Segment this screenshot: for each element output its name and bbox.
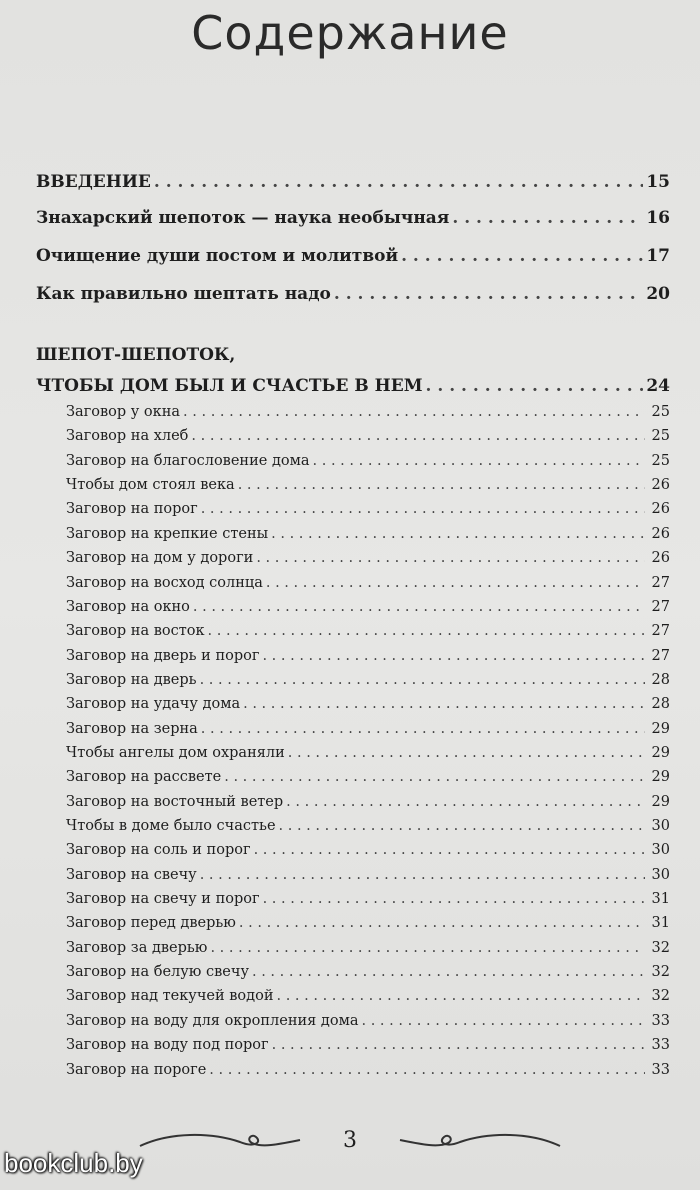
dot-leader xyxy=(272,1037,645,1053)
toc-subentry-label: Заговор перед дверью xyxy=(66,915,236,932)
toc-subentry-label: Заговор на дверь и порог xyxy=(66,647,260,664)
toc-subentry-page: 29 xyxy=(651,744,670,761)
toc-subentry-page: 32 xyxy=(651,939,670,956)
toc-subentry-page: 25 xyxy=(651,452,670,469)
toc-subentry-page: 30 xyxy=(651,842,670,859)
toc-subentry xyxy=(36,964,670,980)
toc-subentry-label: Заговор на окно xyxy=(66,598,190,615)
toc-subentry-label: Заговор на дом у дороги xyxy=(66,550,254,567)
toc-subentry-page: 26 xyxy=(651,550,670,567)
dot-leader xyxy=(279,818,645,834)
toc-subentry-label: Заговор на восток xyxy=(66,623,205,640)
toc-subentry xyxy=(36,550,670,566)
toc-subentry xyxy=(36,891,670,907)
toc-subentry xyxy=(36,1013,670,1029)
toc-subentry xyxy=(36,696,670,712)
toc-subentry-page: 26 xyxy=(651,477,670,494)
dot-leader xyxy=(426,376,644,396)
toc-subentry xyxy=(36,599,670,615)
toc-subentry xyxy=(36,623,670,639)
dot-leader xyxy=(200,672,645,688)
page-title: Содержание xyxy=(191,6,509,60)
toc-subentry-page: 26 xyxy=(651,525,670,542)
toc-entry-page: 17 xyxy=(646,246,670,266)
toc-subentry xyxy=(36,501,670,517)
toc-subentry xyxy=(36,818,670,834)
dot-leader xyxy=(286,794,645,810)
toc-subentry xyxy=(36,575,670,591)
toc-subentry-label: Заговор за дверью xyxy=(66,939,208,956)
toc-subentry-page: 26 xyxy=(651,501,670,518)
toc-subentry-page: 33 xyxy=(651,1012,670,1029)
dot-leader xyxy=(362,1013,646,1029)
dot-leader xyxy=(277,988,646,1004)
toc-subentry xyxy=(36,477,670,493)
toc-subentry-label: Заговор на свечу и порог xyxy=(66,891,260,907)
dot-leader xyxy=(208,623,645,639)
toc-subentry-page: 29 xyxy=(651,793,670,810)
dot-leader xyxy=(334,284,643,304)
toc-subentry-label: Заговор на порог xyxy=(66,501,198,518)
dot-leader xyxy=(201,501,645,517)
toc-subentry xyxy=(36,453,670,469)
toc-subentry-label: Заговор на дверь xyxy=(66,671,197,688)
dot-leader xyxy=(262,648,645,664)
dot-leader xyxy=(313,453,645,469)
section-title-entry xyxy=(36,376,670,396)
toc-subentry xyxy=(36,526,670,542)
toc-subentry-label: Заговор на воду под порог xyxy=(66,1037,269,1054)
toc-entry-label: Очищение души постом и молитвой xyxy=(36,246,399,266)
toc-entry xyxy=(36,284,670,304)
dot-leader xyxy=(252,964,645,980)
dot-leader xyxy=(243,696,645,712)
toc-subentry-page: 31 xyxy=(651,915,670,932)
dot-leader xyxy=(271,526,645,542)
toc-entry-page: 24 xyxy=(646,376,670,396)
toc-subentry xyxy=(36,428,670,444)
dot-leader xyxy=(288,745,645,761)
dot-leader xyxy=(209,1062,645,1078)
toc-subentry-page: 29 xyxy=(651,769,670,786)
toc-subentry-label: Заговор на зерна xyxy=(66,720,198,737)
toc-subentry-label: Заговор на крепкие стены xyxy=(66,525,269,542)
toc-subentry xyxy=(36,404,670,420)
toc-entry xyxy=(36,208,670,228)
dot-leader xyxy=(200,867,645,883)
watermark: bookclub.by xyxy=(4,1148,143,1178)
toc-subentry-page: 27 xyxy=(651,598,670,615)
dot-leader xyxy=(401,246,643,266)
dot-leader xyxy=(191,428,645,444)
toc-subentry-page: 32 xyxy=(651,988,670,1005)
toc-subentry-page: 27 xyxy=(651,623,670,640)
dot-leader xyxy=(239,915,645,931)
toc-subentry-page: 28 xyxy=(651,696,670,713)
toc-subentry-label: Заговор на восточный ветер xyxy=(66,793,284,810)
toc-subentry-page: 27 xyxy=(651,647,670,664)
dot-leader xyxy=(201,721,645,737)
dot-leader xyxy=(193,599,645,615)
toc-entry-label: ВВЕДЕНИЕ xyxy=(36,172,151,192)
toc-subentry-page: 25 xyxy=(651,404,670,420)
toc-subentry-page: 27 xyxy=(651,574,670,591)
toc-subentry xyxy=(36,745,670,761)
toc-subentry-label: Заговор над текучей водой xyxy=(66,988,274,1005)
toc-entry xyxy=(36,246,670,266)
toc-subentry xyxy=(36,867,670,883)
toc-subentry-page: 31 xyxy=(651,891,670,907)
toc-subentry-label: Заговор на пороге xyxy=(66,1061,207,1078)
toc-subentry-label: Заговор на рассвете xyxy=(66,769,222,786)
toc-subentry-page: 33 xyxy=(651,1037,670,1054)
dot-leader xyxy=(266,575,645,591)
toc-subentry xyxy=(36,842,670,858)
toc-subentry-label: Заговор на белую свечу xyxy=(66,964,249,981)
dot-leader xyxy=(254,842,645,858)
toc-subentry-label: Чтобы ангелы дом охраняли xyxy=(66,744,285,761)
toc-entry-label: Как правильно шептать надо xyxy=(36,284,331,304)
toc-subentry xyxy=(36,794,670,810)
toc-subentry-page: 30 xyxy=(651,866,670,883)
dot-leader xyxy=(452,208,643,228)
dot-leader xyxy=(183,404,645,420)
toc-subentry-page: 29 xyxy=(651,720,670,737)
toc-subentry-page: 30 xyxy=(651,818,670,834)
toc-subentry xyxy=(36,769,670,785)
dot-leader xyxy=(154,172,643,192)
dot-leader xyxy=(256,550,645,566)
toc-subentry xyxy=(36,721,670,737)
toc-subentry xyxy=(36,988,670,1004)
toc-entry-page: 15 xyxy=(646,172,670,192)
section-title-line1: ШЕПОТ-ШЕПОТОК, xyxy=(36,345,236,365)
toc-subentry-label: Заговор на свечу xyxy=(66,866,197,883)
toc-subentry-page: 28 xyxy=(651,671,670,688)
toc-subentry xyxy=(36,672,670,688)
toc-subentry-label: Заговор на хлеб xyxy=(66,428,189,445)
toc-subentry-label: Чтобы дом стоял века xyxy=(66,477,235,494)
toc-subentry xyxy=(36,1062,670,1078)
dot-leader xyxy=(210,940,645,956)
toc-subentry-page: 25 xyxy=(651,428,670,445)
toc-subentry-label: Заговор на восход солнца xyxy=(66,574,263,591)
toc-subentry-label: Заговор у окна xyxy=(66,404,181,420)
toc-subentry-page: 32 xyxy=(651,964,670,981)
toc-subentry-label: Заговор на соль и порог xyxy=(66,842,251,859)
dot-leader xyxy=(224,769,645,785)
toc-subentry-page: 33 xyxy=(651,1061,670,1078)
toc-subentry xyxy=(36,1037,670,1053)
toc-subentry-label: Заговор на воду для окропления дома xyxy=(66,1012,359,1029)
toc-subentry-label: Заговор на удачу дома xyxy=(66,696,241,713)
toc-entry-label: Знахарский шепоток — наука необычная xyxy=(36,208,450,228)
toc-subentry-label: Чтобы в доме было счастье xyxy=(66,818,276,834)
toc-entry-page: 16 xyxy=(646,208,670,228)
toc-subentry-label: Заговор на благословение дома xyxy=(66,452,310,469)
toc-subentry xyxy=(36,915,670,931)
section-title-line2: ЧТОБЫ ДОМ БЫЛ И СЧАСТЬЕ В НЕМ xyxy=(36,376,423,396)
toc-subentry xyxy=(36,940,670,956)
dot-leader xyxy=(263,891,645,907)
toc-entry-page: 20 xyxy=(646,284,670,304)
toc-subentry xyxy=(36,648,670,664)
dot-leader xyxy=(238,477,645,493)
toc-entry-introduction xyxy=(36,172,670,192)
page-number: 3 xyxy=(343,1128,357,1153)
